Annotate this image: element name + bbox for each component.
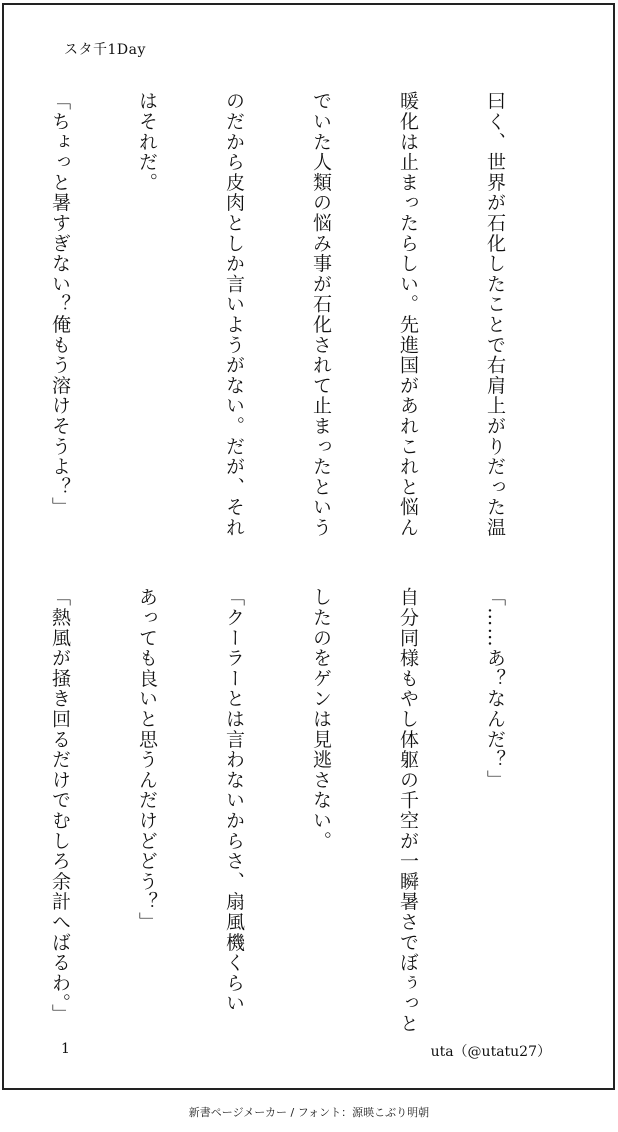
text-line: 暖化は止まったらしい。先進国があれこれと悩ん: [397, 91, 419, 538]
text-line: したのをゲンは見逃さない。: [310, 587, 332, 851]
text-line: のだから皮肉としか言いようがない。だが、それ: [223, 91, 245, 538]
page-number: 1: [61, 1041, 70, 1057]
text-line: はそれだ。: [136, 91, 158, 193]
text-line: 「ちょっと暑すぎない？俺もう溶けそうよ？」: [49, 91, 71, 518]
text-line: 「熱風が掻き回るだけでむしろ余計へばるわ。」: [49, 587, 71, 1025]
text-block-top: [0, 91, 567, 538]
footer-credit: 新書ページメーカー / フォント：源暎こぶり明朝: [188, 1106, 430, 1119]
text-line: 自分同様もやし体躯の千空が一瞬暑さでぼぅっと: [397, 587, 419, 1034]
text-block-bottom: [0, 587, 567, 1034]
text-line: あっても良いと思うんだけどどう？」: [136, 587, 158, 933]
book-page: [2, 3, 615, 1090]
author-credit: uta（@utatu27）: [430, 1044, 551, 1060]
page-header-title: スタ千1Day: [64, 42, 146, 58]
text-line: でいた人類の悩み事が石化されて止まったという: [310, 91, 332, 538]
text-line: 「クーラーとは言わないからさ、扇風機くらい: [223, 587, 245, 1014]
text-line: 「……あ？なんだ？」: [484, 587, 506, 790]
text-line: 曰く、世界が石化したことで右肩上がりだった温: [484, 91, 506, 538]
